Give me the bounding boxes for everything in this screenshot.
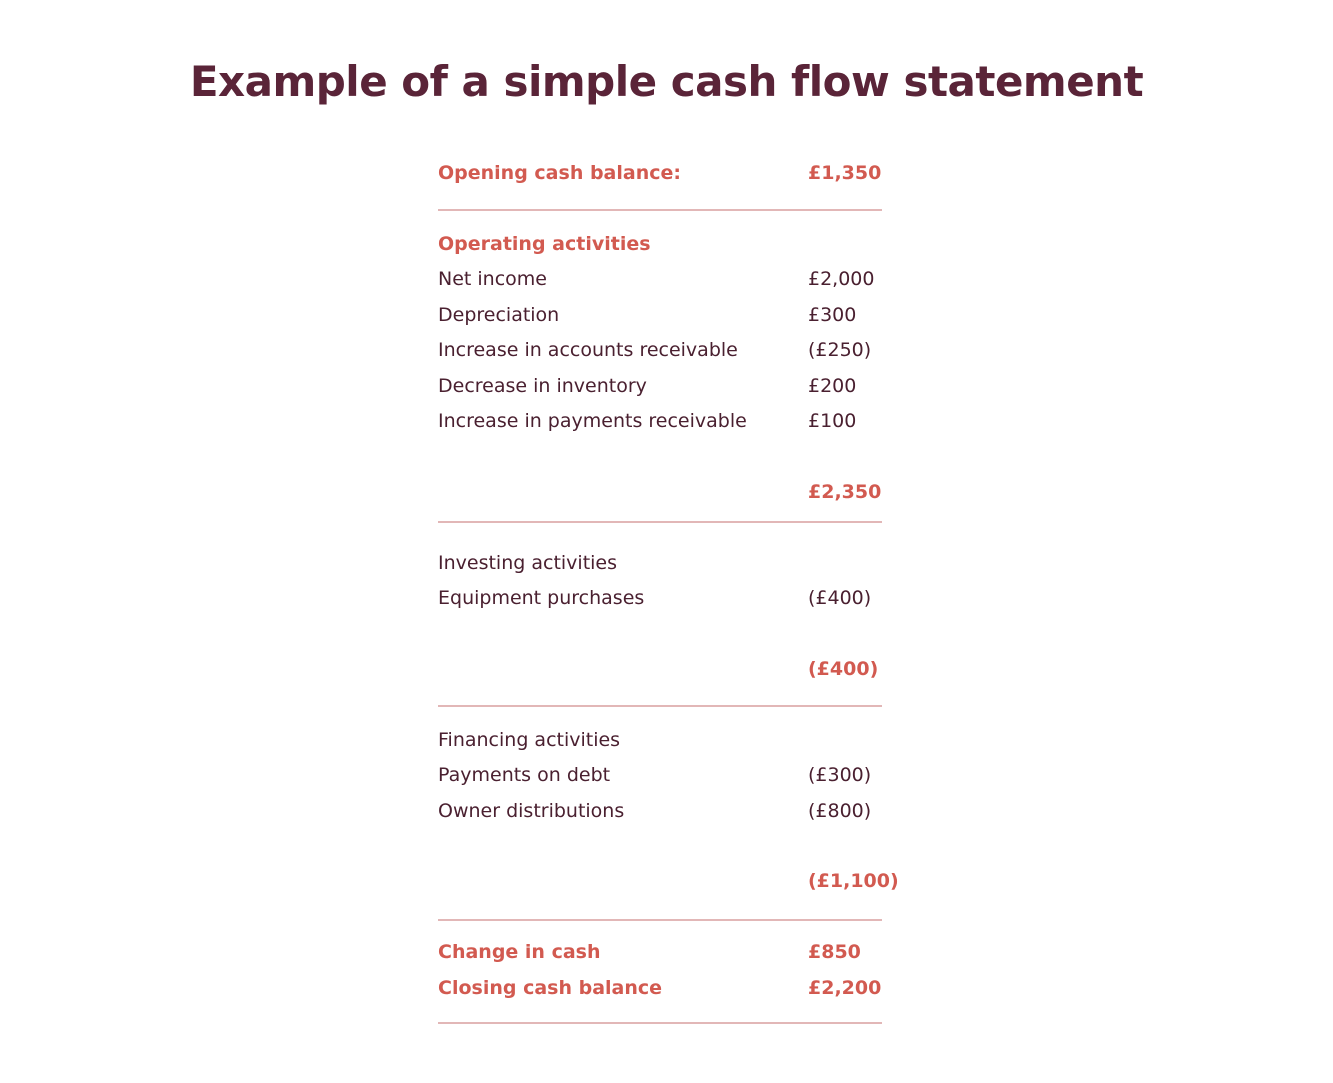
line-item-label: Depreciation (438, 304, 560, 326)
line-item-label: Equipment purchases (438, 587, 645, 609)
opening-balance-value: £1,350 (808, 162, 882, 184)
investing-total-row (438, 654, 882, 684)
operating-total-row (438, 477, 882, 507)
line-item-value: (£800) (808, 800, 872, 822)
divider-closing (438, 1022, 882, 1024)
opening-balance-label: Opening cash balance: (438, 162, 681, 184)
line-item-label: Decrease in inventory (438, 375, 647, 397)
line-item-label: Owner distributions (438, 800, 625, 822)
operating-item-row (438, 406, 882, 436)
investing-item-row (438, 583, 882, 613)
financing-total-row (438, 866, 899, 896)
line-item-label: Payments on debt (438, 764, 611, 786)
closing-balance-row (438, 973, 882, 1003)
operating-item-row (438, 264, 882, 294)
line-item-value: (£300) (808, 764, 872, 786)
divider-investing (438, 705, 882, 707)
financing-item-row (438, 796, 882, 826)
financing-total-value: (£1,100) (808, 870, 899, 892)
closing-balance-label: Closing cash balance (438, 977, 663, 999)
line-item-value: (£250) (808, 339, 872, 361)
divider-operating (438, 521, 882, 523)
investing-total-value: (£400) (808, 658, 879, 680)
line-item-label: Increase in accounts receivable (438, 339, 738, 361)
investing-heading: Investing activities (438, 552, 618, 574)
page-title: Example of a simple cash flow statement (189, 57, 1144, 106)
line-item-value: £2,000 (808, 268, 875, 290)
operating-item-row (438, 300, 882, 330)
operating-total-value: £2,350 (808, 481, 882, 503)
opening-balance-row (438, 158, 882, 188)
financing-heading-row (438, 725, 882, 755)
divider-opening (438, 209, 882, 211)
operating-item-row (438, 371, 882, 401)
line-item-label: Increase in payments receivable (438, 410, 747, 432)
investing-heading-row (438, 548, 882, 578)
change-in-cash-value: £850 (808, 941, 861, 963)
operating-heading-row (438, 229, 882, 259)
line-item-value: (£400) (808, 587, 872, 609)
line-item-label: Net income (438, 268, 547, 290)
change-in-cash-row (438, 937, 882, 967)
financing-item-row (438, 760, 882, 790)
line-item-value: £100 (808, 410, 857, 432)
closing-balance-value: £2,200 (808, 977, 882, 999)
financing-heading: Financing activities (438, 729, 621, 751)
line-item-value: £300 (808, 304, 857, 326)
divider-financing (438, 919, 882, 921)
operating-item-row (438, 335, 882, 365)
change-in-cash-label: Change in cash (438, 941, 601, 963)
line-item-value: £200 (808, 375, 857, 397)
operating-heading: Operating activities (438, 233, 651, 255)
